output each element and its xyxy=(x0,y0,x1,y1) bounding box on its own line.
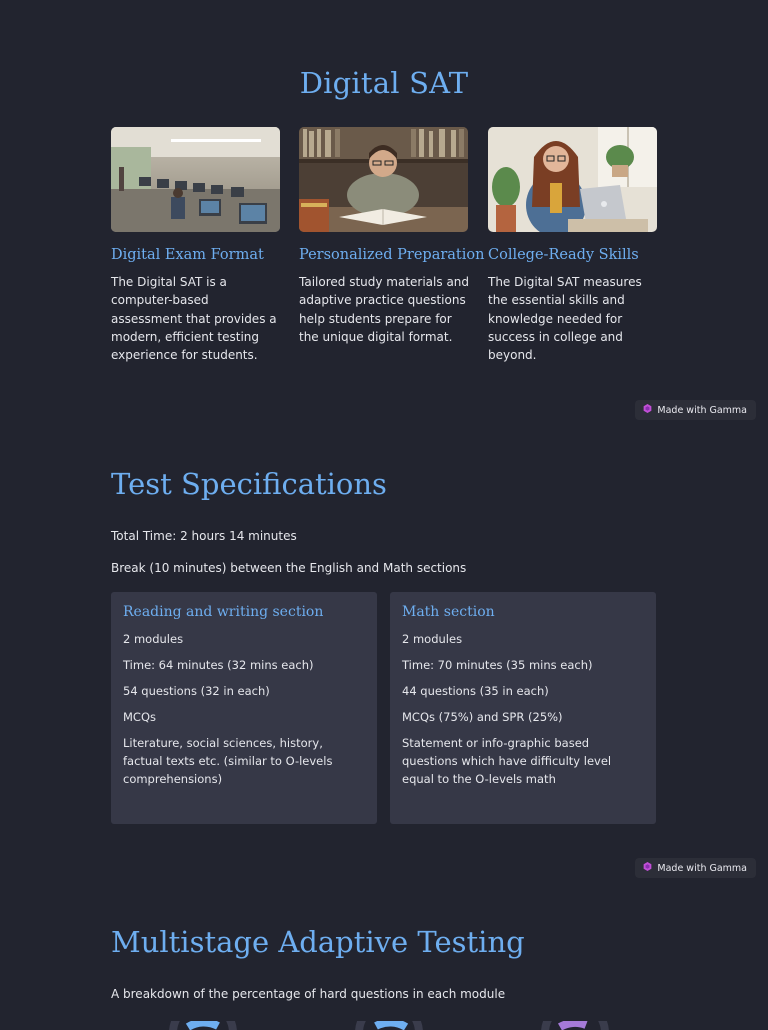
list-item: 2 modules xyxy=(123,632,184,646)
card-college-ready-skills xyxy=(488,127,658,363)
classroom-computers-image xyxy=(111,127,280,232)
card-heading: Digital Exam Format xyxy=(111,247,264,263)
break-note-text: Break (10 minutes) between the English and Math sections xyxy=(111,561,467,575)
math-section-box xyxy=(390,592,656,824)
list-item: Statement or info-graphic based questions which have difficulty level equal to the O-levels math xyxy=(402,736,612,786)
card-personalized-preparation xyxy=(299,127,485,344)
card-text: The Digital SAT is a computer-based assessment that provides a modern, efficient testing experience for students. xyxy=(111,275,277,363)
card-digital-exam-format xyxy=(111,127,281,363)
donut-chart-top-edge xyxy=(540,1018,610,1030)
feature-cards xyxy=(111,127,659,377)
made-with-gamma-badge[interactable] xyxy=(635,400,756,420)
card-text: The Digital SAT measures the essential skills and knowledge needed for success in college and beyond. xyxy=(488,275,642,363)
badge-label: Made with Gamma xyxy=(657,404,747,416)
card-heading: Personalized Preparation xyxy=(299,247,485,263)
gamma-logo-icon xyxy=(643,404,652,416)
list-item: 54 questions (32 in each) xyxy=(123,684,270,698)
list-item: MCQs xyxy=(123,710,156,724)
list-item: 2 modules xyxy=(402,632,463,646)
gamma-logo-icon xyxy=(643,862,652,874)
card-heading: College-Ready Skills xyxy=(488,247,639,263)
total-time-text: Total Time: 2 hours 14 minutes xyxy=(111,529,297,543)
breakdown-subtitle: A breakdown of the percentage of hard questions in each module xyxy=(111,987,506,1001)
section-title: Math section xyxy=(402,604,495,620)
test-specifications-title: Test Specifications xyxy=(111,467,387,501)
donut-chart-top-edge xyxy=(354,1018,424,1030)
list-item: Literature, social sciences, history, factual texts etc. (similar to O-levels comprehensions) xyxy=(123,736,333,786)
list-item: 44 questions (35 in each) xyxy=(402,684,549,698)
made-with-gamma-badge[interactable] xyxy=(635,858,756,878)
digital-sat-title: Digital SAT xyxy=(299,66,469,100)
section-details xyxy=(402,630,642,796)
student-studying-image xyxy=(299,127,468,232)
list-item: Time: 70 minutes (35 mins each) xyxy=(402,658,593,672)
section-title: Reading and writing section xyxy=(123,604,324,620)
student-laptop-image xyxy=(488,127,657,232)
list-item: Time: 64 minutes (32 mins each) xyxy=(123,658,314,672)
section-details xyxy=(123,630,363,796)
reading-writing-section-box xyxy=(111,592,377,824)
card-text: Tailored study materials and adaptive practice questions help students prepare for the unique digital format. xyxy=(299,275,470,344)
badge-label: Made with Gamma xyxy=(657,862,747,874)
donut-chart-top-edge xyxy=(168,1018,238,1030)
list-item: MCQs (75%) and SPR (25%) xyxy=(402,710,563,724)
multistage-adaptive-testing-title: Multistage Adaptive Testing xyxy=(111,925,525,959)
